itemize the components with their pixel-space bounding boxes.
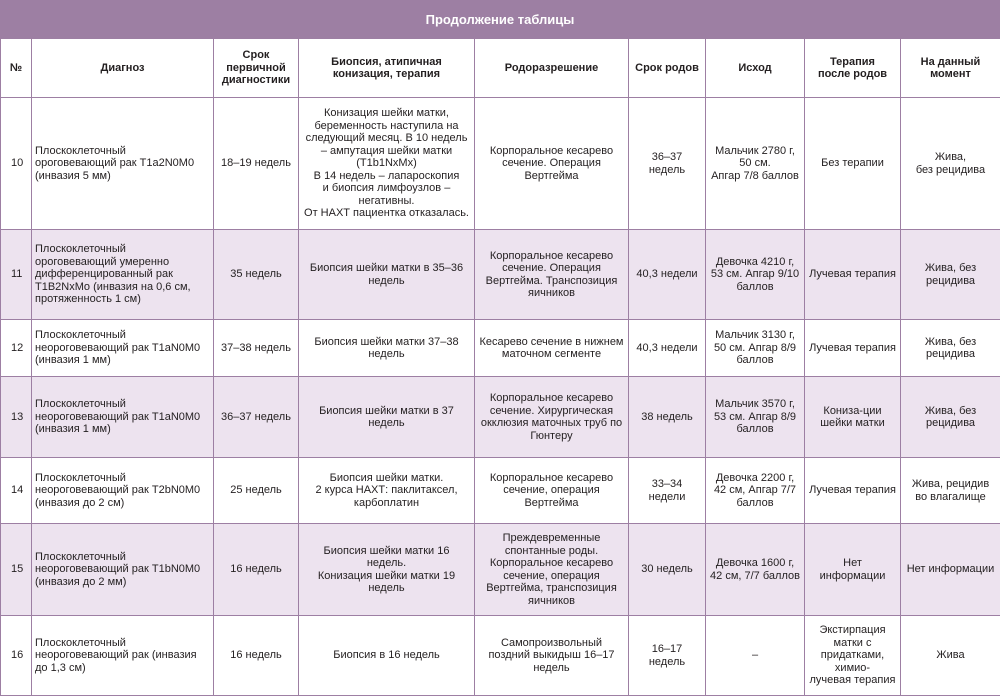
cell-term: 36–37 недель xyxy=(214,377,299,458)
cell-diagnosis: Плоскоклеточный неороговевающий рак T1aN0M0 (инвазия 1 мм) xyxy=(32,320,214,377)
cell-number: 14 xyxy=(1,458,32,524)
col-header-current-status: На данный момент xyxy=(901,39,1000,98)
cell-delivery-term: 40,3 недели xyxy=(629,230,706,320)
cell-delivery: Самопроизвольный поздний выкидыш 16–17 недель xyxy=(475,616,629,696)
cell-delivery-term: 16–17 недель xyxy=(629,616,706,696)
cell-term: 16 недель xyxy=(214,524,299,616)
cell-diagnosis: Плоскоклеточный неороговевающий рак T1aN0M0 (инвазия 1 мм) xyxy=(32,377,214,458)
table-row xyxy=(1,458,1000,524)
col-header-outcome: Исход xyxy=(706,39,805,98)
cell-term: 35 недель xyxy=(214,230,299,320)
cell-delivery-term: 38 недель xyxy=(629,377,706,458)
cell-delivery: Преждевременные спонтанные роды. Корпоральное кесарево сечение, операция Вертгейма, транспозиция яичников xyxy=(475,524,629,616)
cell-outcome: Мальчик 3130 г, 50 см. Апгар 8/9 баллов xyxy=(706,320,805,377)
cell-status: Жива, без рецидива xyxy=(901,98,1000,230)
cell-therapy: Лучевая терапия xyxy=(805,320,901,377)
table-row xyxy=(1,524,1000,616)
table-row xyxy=(1,377,1000,458)
cell-number: 15 xyxy=(1,524,32,616)
cell-status: Жива xyxy=(901,616,1000,696)
cell-delivery: Корпоральное кесарево сечение. Операция Вертгейма. Транспозиция яичников xyxy=(475,230,629,320)
cell-status: Жива, рецидив во влагалище xyxy=(901,458,1000,524)
cell-diagnosis: Плоскоклеточный неороговевающий рак T1bN0M0 (инвазия до 2 мм) xyxy=(32,524,214,616)
cell-outcome: – xyxy=(706,616,805,696)
cell-therapy: Экстирпация матки с придатками, химио- лучевая терапия xyxy=(805,616,901,696)
cell-biopsy: Биопсия шейки матки в 35–36 недель xyxy=(299,230,475,320)
cell-status: Нет информации xyxy=(901,524,1000,616)
cell-diagnosis: Плоскоклеточный неороговевающий рак (инвазия до 1,3 см) xyxy=(32,616,214,696)
cell-therapy: Кониза-ции шейки матки xyxy=(805,377,901,458)
col-header-primary-diagnosis-term: Срок первичной диагностики xyxy=(214,39,299,98)
cell-outcome: Мальчик 3570 г, 53 см. Апгар 8/9 баллов xyxy=(706,377,805,458)
table-title: Продолжение таблицы xyxy=(0,0,1000,38)
cell-status: Жива, без рецидива xyxy=(901,320,1000,377)
header-row xyxy=(1,39,1000,98)
col-header-diagnosis: Диагноз xyxy=(32,39,214,98)
cell-therapy: Лучевая терапия xyxy=(805,230,901,320)
cell-delivery-term: 40,3 недели xyxy=(629,320,706,377)
cell-number: 10 xyxy=(1,98,32,230)
cell-number: 16 xyxy=(1,616,32,696)
cell-outcome: Девочка 4210 г, 53 см. Апгар 9/10 баллов xyxy=(706,230,805,320)
cell-biopsy: Конизация шейки матки, беременность наступила на следующий месяц. В 10 недель – ампутация шейки матки (T1b1NxMx) В 14 недель – лапароскопия и биопсия лимфоузлов – негативны. От НАХТ пациентка отказалась. xyxy=(299,98,475,230)
cell-delivery: Корпоральное кесарево сечение, операция Вертгейма xyxy=(475,458,629,524)
cell-diagnosis: Плоскоклеточный неороговевающий рак T2bN0M0 (инвазия до 2 см) xyxy=(32,458,214,524)
cell-outcome: Девочка 1600 г, 42 см, 7/7 баллов xyxy=(706,524,805,616)
col-header-biopsy-therapy: Биопсия, атипичная конизация, терапия xyxy=(299,39,475,98)
cell-delivery-term: 36–37 недель xyxy=(629,98,706,230)
cell-term: 18–19 недель xyxy=(214,98,299,230)
cell-diagnosis: Плоскоклеточный ороговевающий умеренно дифференцированный рак T1B2NxMo (инвазия на 0,6 см, протяженность 1 см) xyxy=(32,230,214,320)
cell-delivery-term: 33–34 недели xyxy=(629,458,706,524)
cell-number: 11 xyxy=(1,230,32,320)
cell-delivery: Корпоральное кесарево сечение. Хирургическая окклюзия маточных труб по Гюнтеру xyxy=(475,377,629,458)
col-header-delivery: Родоразрешение xyxy=(475,39,629,98)
table-row xyxy=(1,616,1000,696)
cell-therapy: Нет информации xyxy=(805,524,901,616)
cell-status: Жива, без рецидива xyxy=(901,230,1000,320)
col-header-delivery-term: Срок родов xyxy=(629,39,706,98)
col-header-number: № xyxy=(1,39,32,98)
table-row xyxy=(1,320,1000,377)
cell-status: Жива, без рецидива xyxy=(901,377,1000,458)
cell-biopsy: Биопсия шейки матки. 2 курса НАХТ: паклитаксел, карбоплатин xyxy=(299,458,475,524)
cell-delivery: Корпоральное кесарево сечение. Операция Вертгейма xyxy=(475,98,629,230)
table-row xyxy=(1,98,1000,230)
cell-delivery-term: 30 недель xyxy=(629,524,706,616)
table-row xyxy=(1,230,1000,320)
cell-biopsy: Биопсия шейки матки 16 недель. Конизация шейки матки 19 недель xyxy=(299,524,475,616)
cell-biopsy: Биопсия шейки матки в 37 недель xyxy=(299,377,475,458)
clinical-cases-table xyxy=(0,38,1000,696)
cell-biopsy: Биопсия шейки матки 37–38 недель xyxy=(299,320,475,377)
cell-therapy: Лучевая терапия xyxy=(805,458,901,524)
cell-term: 37–38 недель xyxy=(214,320,299,377)
cell-diagnosis: Плоскоклеточный ороговевающий рак T1a2N0M0 (инвазия 5 мм) xyxy=(32,98,214,230)
cell-number: 12 xyxy=(1,320,32,377)
cell-outcome: Девочка 2200 г, 42 см, Апгар 7/7 баллов xyxy=(706,458,805,524)
cell-term: 16 недель xyxy=(214,616,299,696)
cell-term: 25 недель xyxy=(214,458,299,524)
cell-outcome: Мальчик 2780 г, 50 см. Апгар 7/8 баллов xyxy=(706,98,805,230)
cell-number: 13 xyxy=(1,377,32,458)
cell-therapy: Без терапии xyxy=(805,98,901,230)
cell-biopsy: Биопсия в 16 недель xyxy=(299,616,475,696)
cell-delivery: Кесарево сечение в нижнем маточном сегменте xyxy=(475,320,629,377)
col-header-postpartum-therapy: Терапия после родов xyxy=(805,39,901,98)
